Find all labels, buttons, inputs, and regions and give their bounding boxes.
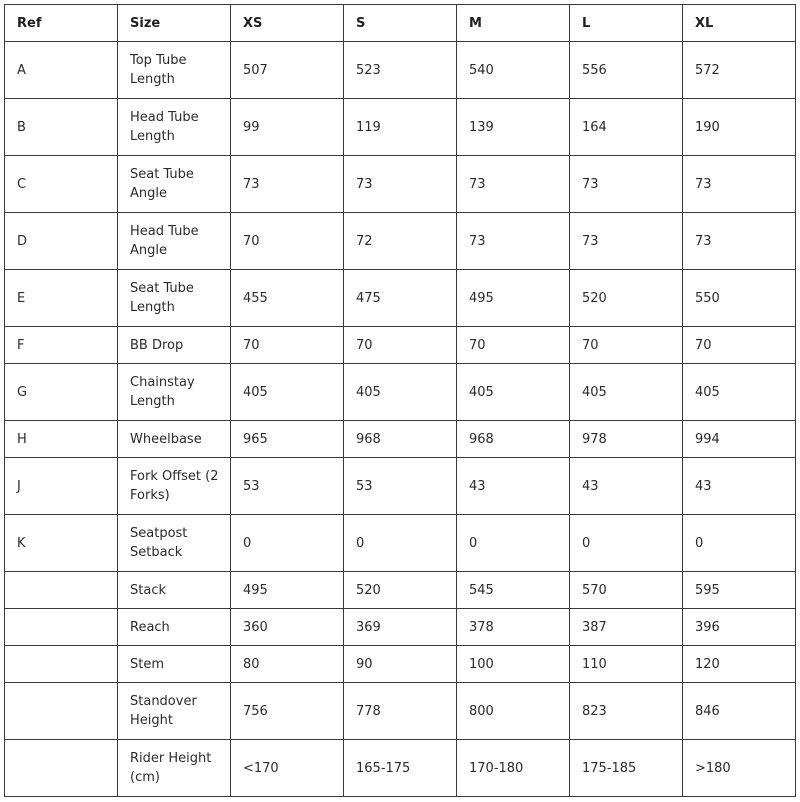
cell-xs: 99 (231, 99, 344, 156)
header-size-xl: XL (683, 5, 796, 42)
row-label: Stem (118, 646, 231, 683)
table-row (5, 572, 796, 609)
header-row (5, 5, 796, 42)
cell-xl: 396 (683, 609, 796, 646)
row-label: Wheelbase (118, 421, 231, 458)
cell-xs: 455 (231, 270, 344, 327)
table-row (5, 213, 796, 270)
cell-l: 520 (570, 270, 683, 327)
cell-m: 43 (457, 458, 570, 515)
row-ref (5, 609, 118, 646)
cell-xl: 994 (683, 421, 796, 458)
row-label: Stack (118, 572, 231, 609)
cell-s: 53 (344, 458, 457, 515)
cell-l: 823 (570, 683, 683, 740)
table-row (5, 515, 796, 572)
cell-xs: 756 (231, 683, 344, 740)
cell-l: 0 (570, 515, 683, 572)
table-row (5, 646, 796, 683)
cell-l: 73 (570, 156, 683, 213)
cell-s: 369 (344, 609, 457, 646)
cell-m: 545 (457, 572, 570, 609)
row-label: Head Tube Length (118, 99, 231, 156)
cell-s: 73 (344, 156, 457, 213)
table-body (5, 42, 796, 797)
row-ref (5, 740, 118, 797)
table-row (5, 609, 796, 646)
cell-xs: 73 (231, 156, 344, 213)
row-ref (5, 572, 118, 609)
cell-s: 523 (344, 42, 457, 99)
header-size-m: M (457, 5, 570, 42)
cell-l: 164 (570, 99, 683, 156)
header-ref: Ref (5, 5, 118, 42)
cell-l: 70 (570, 327, 683, 364)
row-ref: E (5, 270, 118, 327)
cell-xl: 0 (683, 515, 796, 572)
row-label: Head Tube Angle (118, 213, 231, 270)
cell-s: 968 (344, 421, 457, 458)
cell-l: 43 (570, 458, 683, 515)
cell-l: 110 (570, 646, 683, 683)
cell-xs: 70 (231, 213, 344, 270)
cell-m: 495 (457, 270, 570, 327)
row-ref: C (5, 156, 118, 213)
cell-m: 70 (457, 327, 570, 364)
cell-xl: 595 (683, 572, 796, 609)
cell-xl: 190 (683, 99, 796, 156)
cell-m: 0 (457, 515, 570, 572)
row-ref: A (5, 42, 118, 99)
table-row (5, 458, 796, 515)
row-ref: H (5, 421, 118, 458)
cell-s: 520 (344, 572, 457, 609)
row-label: Rider Height (cm) (118, 740, 231, 797)
row-ref: B (5, 99, 118, 156)
cell-xs: 0 (231, 515, 344, 572)
cell-l: 570 (570, 572, 683, 609)
row-ref: F (5, 327, 118, 364)
cell-xl: 120 (683, 646, 796, 683)
row-label: Chainstay Length (118, 364, 231, 421)
cell-l: 73 (570, 213, 683, 270)
cell-m: 968 (457, 421, 570, 458)
table-row (5, 99, 796, 156)
table-row (5, 740, 796, 797)
cell-xl: >180 (683, 740, 796, 797)
cell-l: 556 (570, 42, 683, 99)
cell-s: 778 (344, 683, 457, 740)
cell-xl: 550 (683, 270, 796, 327)
row-ref (5, 683, 118, 740)
row-ref: G (5, 364, 118, 421)
cell-s: 119 (344, 99, 457, 156)
cell-xs: 507 (231, 42, 344, 99)
cell-s: 90 (344, 646, 457, 683)
header-size-s: S (344, 5, 457, 42)
cell-m: 540 (457, 42, 570, 99)
cell-m: 73 (457, 213, 570, 270)
cell-xl: 73 (683, 156, 796, 213)
cell-m: 405 (457, 364, 570, 421)
cell-xs: 405 (231, 364, 344, 421)
header-size: Size (118, 5, 231, 42)
cell-m: 800 (457, 683, 570, 740)
cell-m: 378 (457, 609, 570, 646)
cell-xl: 43 (683, 458, 796, 515)
cell-l: 978 (570, 421, 683, 458)
row-label: Top Tube Length (118, 42, 231, 99)
cell-s: 475 (344, 270, 457, 327)
cell-xl: 405 (683, 364, 796, 421)
row-ref: J (5, 458, 118, 515)
table-row (5, 327, 796, 364)
cell-xs: 53 (231, 458, 344, 515)
row-ref: K (5, 515, 118, 572)
cell-xs: 965 (231, 421, 344, 458)
cell-l: 387 (570, 609, 683, 646)
row-label: Reach (118, 609, 231, 646)
cell-xs: 80 (231, 646, 344, 683)
row-label: BB Drop (118, 327, 231, 364)
cell-m: 100 (457, 646, 570, 683)
header-size-l: L (570, 5, 683, 42)
cell-l: 405 (570, 364, 683, 421)
cell-s: 72 (344, 213, 457, 270)
cell-xs: 70 (231, 327, 344, 364)
cell-s: 70 (344, 327, 457, 364)
table-row (5, 156, 796, 213)
cell-l: 175-185 (570, 740, 683, 797)
cell-xl: 572 (683, 42, 796, 99)
table-row (5, 364, 796, 421)
table-row (5, 42, 796, 99)
cell-s: 165-175 (344, 740, 457, 797)
cell-xl: 846 (683, 683, 796, 740)
row-ref (5, 646, 118, 683)
cell-xl: 70 (683, 327, 796, 364)
table-row (5, 421, 796, 458)
cell-xs: 495 (231, 572, 344, 609)
table-header (5, 5, 796, 42)
cell-m: 170-180 (457, 740, 570, 797)
table-row (5, 683, 796, 740)
cell-xs: 360 (231, 609, 344, 646)
cell-xs: <170 (231, 740, 344, 797)
cell-m: 73 (457, 156, 570, 213)
geometry-table (4, 4, 796, 797)
row-ref: D (5, 213, 118, 270)
row-label: Seatpost Setback (118, 515, 231, 572)
header-size-xs: XS (231, 5, 344, 42)
cell-xl: 73 (683, 213, 796, 270)
cell-s: 405 (344, 364, 457, 421)
cell-s: 0 (344, 515, 457, 572)
cell-m: 139 (457, 99, 570, 156)
row-label: Standover Height (118, 683, 231, 740)
table-row (5, 270, 796, 327)
row-label: Seat Tube Angle (118, 156, 231, 213)
row-label: Fork Offset (2 Forks) (118, 458, 231, 515)
row-label: Seat Tube Length (118, 270, 231, 327)
